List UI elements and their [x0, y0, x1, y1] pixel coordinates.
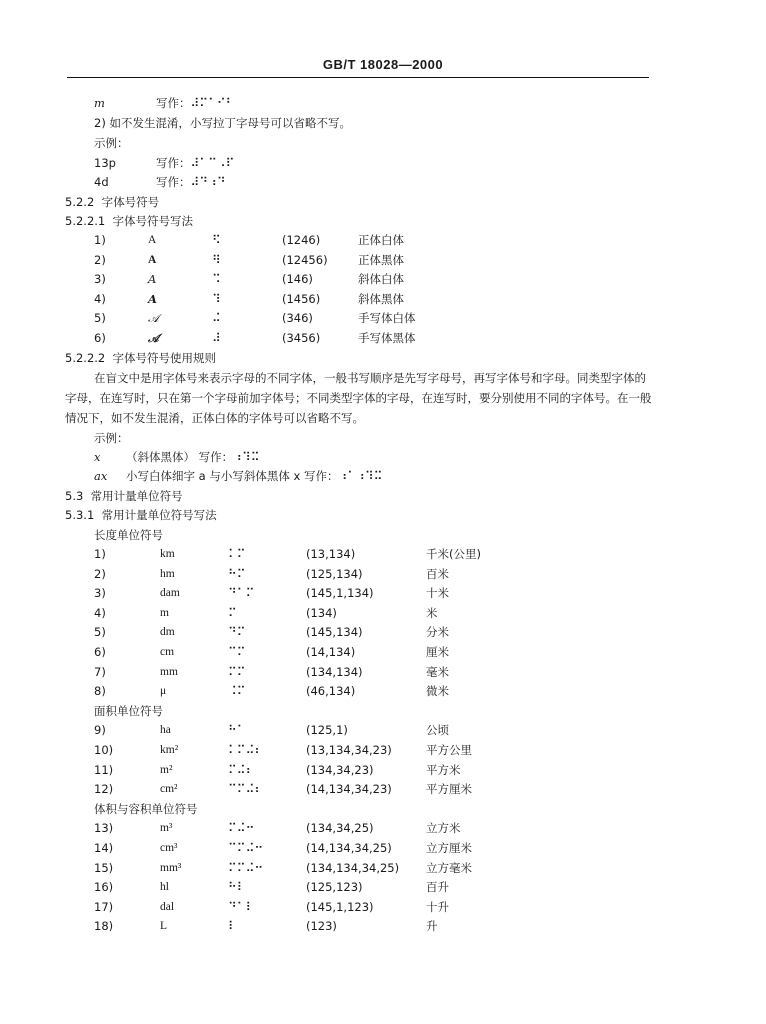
length-row-name: 千米(公里) [426, 547, 481, 561]
font-row-dots: (146) [282, 272, 313, 286]
length-row-symbol: μ [160, 685, 167, 697]
area-row-name: 平方米 [426, 763, 461, 777]
rule-example-label: 示例： [94, 431, 129, 445]
top-ex1-symbol: 13p [94, 156, 116, 170]
volume-row-name: 立方米 [426, 821, 461, 835]
length-row-number: 1) [94, 547, 106, 561]
area-row-symbol: ha [160, 724, 171, 736]
font-row-symbol: A [148, 292, 157, 306]
length-row-braille: ⠍⠍ [228, 665, 246, 679]
length-row-number: 2) [94, 567, 106, 581]
length-row-symbol: dm [160, 626, 175, 638]
length-row-number: 4) [94, 606, 106, 620]
volume-row-name: 升 [426, 919, 438, 933]
font-row-braille: ⠼ [212, 331, 221, 345]
volume-units-heading: 体积与容积单位符号 [94, 802, 198, 816]
section-number: 5.3 [65, 489, 84, 503]
area-row-number: 9) [94, 723, 106, 737]
font-row-number: 6) [94, 331, 106, 345]
top-line1-label: 写作： [156, 96, 191, 110]
font-row-number: 5) [94, 311, 106, 325]
top-ex1-label: 写作： [156, 156, 191, 170]
volume-row-dots: (14,134,34,25) [306, 841, 392, 855]
font-row-braille: ⠫ [212, 233, 221, 247]
rule-paragraph: 在盲文中是用字体号来表示字母的不同字体，一般书写顺序是先写字母号，再写字体号和字母。同类型字体的字母，在连写时，只在第一个字母前加字体号；不同类型字体的字母，在连写时，要分别使用不同的字体号。在一般情况下，如不发生混淆，正体白体的字体号可以省略不写。 [65, 371, 652, 425]
volume-row-braille: ⠙⠁⠇ [228, 900, 255, 914]
top-ex2-text [156, 175, 226, 189]
font-row-dots: (1246) [282, 233, 321, 247]
font-row-name: 斜体黑体 [358, 292, 404, 306]
font-row-symbol: A [148, 272, 157, 286]
area-row-name: 平方公里 [426, 743, 472, 757]
rule-ex2-text [126, 469, 382, 483]
area-row-dots: (125,1) [306, 723, 348, 737]
font-row-braille: ⠻ [212, 253, 221, 267]
length-row-braille: ⠓⠍ [228, 567, 246, 581]
top-ex2-label: 写作： [156, 175, 191, 189]
area-row-braille: ⠓⠁ [228, 723, 246, 737]
length-row-braille: ⠍ [228, 606, 237, 620]
font-row-name: 手写体白体 [358, 311, 416, 325]
volume-row-dots: (123) [306, 919, 337, 933]
volume-row-number: 17) [94, 900, 114, 914]
font-row-dots: (3456) [282, 331, 321, 345]
length-row-dots: (145,134) [306, 625, 363, 639]
top-line1-text [156, 96, 234, 110]
length-row-dots: (134,134) [306, 665, 363, 679]
rule-ex2-symbol: ax [94, 469, 108, 483]
length-row-dots: (46,134) [306, 684, 356, 698]
length-row-symbol: mm [160, 666, 178, 678]
rule-ex1-symbol: x [94, 450, 101, 464]
volume-row-braille: ⠓⠇ [228, 880, 246, 894]
length-row-braille: ⠙⠁⠍ [228, 586, 255, 600]
length-row-name: 分米 [426, 625, 449, 639]
length-row-dots: (14,134) [306, 645, 356, 659]
area-row-braille: ⠍⠬⠆ [228, 763, 255, 777]
volume-row-braille: ⠉⠍⠬⠒ [228, 841, 264, 855]
font-row-number: 4) [94, 292, 106, 306]
area-row-number: 12) [94, 782, 114, 796]
font-row-name: 正体白体 [358, 233, 404, 247]
length-row-symbol: cm [160, 646, 175, 658]
volume-row-dots: (134,134,34,25) [306, 861, 400, 875]
length-row-braille: ⠉⠍ [228, 645, 246, 659]
font-row-name: 斜体白体 [358, 272, 404, 286]
font-row-dots: (346) [282, 311, 313, 325]
volume-row-symbol: mm³ [160, 862, 182, 874]
length-row-number: 3) [94, 586, 106, 600]
length-row-name: 米 [426, 606, 438, 620]
length-row-symbol: km [160, 548, 175, 560]
rule-ex2-braille: ⠰⠁⠰⠹⠭ [338, 469, 383, 483]
volume-row-dots: (125,123) [306, 880, 363, 894]
length-row-name: 厘米 [426, 645, 449, 659]
rule-ex1-text [126, 450, 260, 464]
top-note-2: 2) 如不发生混淆，小写拉丁字母号可以省略不写。 [94, 116, 351, 130]
area-row-symbol: cm² [160, 783, 178, 795]
length-row-name: 微米 [426, 684, 449, 698]
length-row-symbol: dam [160, 587, 180, 599]
length-row-dots: (134) [306, 606, 337, 620]
area-row-braille: ⠉⠍⠬⠆ [228, 782, 264, 796]
area-row-dots: (14,134,34,23) [306, 782, 392, 796]
length-row-symbol: hm [160, 568, 175, 580]
section-title: 字体号符号写法 [112, 214, 194, 228]
volume-row-symbol: L [160, 920, 168, 932]
section-5-3-heading [65, 489, 183, 503]
top-example-label: 示例： [94, 136, 129, 150]
length-row-number: 7) [94, 665, 106, 679]
length-row-number: 8) [94, 684, 106, 698]
volume-row-symbol: hl [160, 881, 169, 893]
volume-row-symbol: dal [160, 901, 175, 913]
section-number: 5.2.2 [65, 195, 95, 209]
area-units-heading: 面积单位符号 [94, 704, 163, 718]
volume-row-name: 百升 [426, 880, 449, 894]
volume-row-number: 13) [94, 821, 114, 835]
section-title: 常用计量单位符号写法 [101, 508, 217, 522]
section-5-2-2-2-heading [65, 351, 216, 365]
rule-ex1-label: （斜体黑体） 写作： [126, 450, 234, 464]
font-row-dots: (1456) [282, 292, 321, 306]
section-title: 字体号符号 [101, 195, 160, 209]
font-row-name: 手写体黑体 [358, 331, 416, 345]
area-row-symbol: km² [160, 744, 179, 756]
length-row-name: 十米 [426, 586, 449, 600]
font-row-symbol: 𝒜 [148, 331, 159, 345]
volume-row-dots: (145,1,123) [306, 900, 374, 914]
section-number: 5.2.2.1 [65, 214, 106, 228]
top-ex1-braille: ⠼⠁⠉⠠⠏ [190, 156, 235, 170]
area-row-dots: (13,134,34,23) [306, 743, 392, 757]
area-row-braille: ⠅⠍⠬⠆ [228, 743, 264, 757]
area-row-number: 11) [94, 763, 114, 777]
volume-row-number: 15) [94, 861, 114, 875]
rule-ex1-braille: ⠰⠹⠭ [233, 450, 260, 464]
length-row-symbol: m [160, 607, 169, 619]
font-row-number: 3) [94, 272, 106, 286]
length-row-dots: (13,134) [306, 547, 356, 561]
section-5-2-2-1-heading [65, 214, 193, 228]
area-row-symbol: m² [160, 764, 173, 776]
area-row-dots: (134,34,23) [306, 763, 374, 777]
section-title: 常用计量单位符号 [90, 489, 183, 503]
top-ex2-symbol: 4d [94, 175, 109, 189]
volume-row-symbol: cm³ [160, 842, 178, 854]
section-5-3-1-heading [65, 508, 217, 522]
font-row-symbol: A [148, 234, 157, 246]
font-row-name: 正体黑体 [358, 253, 404, 267]
area-row-number: 10) [94, 743, 114, 757]
length-row-braille: ⠅⠍ [228, 547, 246, 561]
volume-row-name: 立方毫米 [426, 861, 472, 875]
volume-row-braille: ⠇ [228, 919, 237, 933]
font-row-number: 2) [94, 253, 106, 267]
volume-row-symbol: m³ [160, 822, 173, 834]
font-row-braille: ⠬ [212, 311, 221, 325]
section-number: 5.2.2.2 [65, 351, 106, 365]
font-row-symbol: 𝒜 [148, 311, 159, 325]
volume-row-number: 18) [94, 919, 114, 933]
section-title: 字体号符号使用规则 [112, 351, 217, 365]
section-5-2-2-heading [65, 195, 159, 209]
length-row-dots: (125,134) [306, 567, 363, 581]
font-row-number: 1) [94, 233, 106, 247]
top-line1-braille: ⠼⠍⠁⠊⠃ [190, 96, 235, 110]
volume-row-braille: ⠍⠬⠒ [228, 821, 255, 835]
length-row-braille: ⠨⠍ [228, 684, 246, 698]
volume-row-dots: (134,34,25) [306, 821, 374, 835]
length-row-number: 5) [94, 625, 106, 639]
volume-row-name: 十升 [426, 900, 449, 914]
font-row-dots: (12456) [282, 253, 328, 267]
volume-row-number: 16) [94, 880, 114, 894]
section-number: 5.3.1 [65, 508, 95, 522]
area-row-name: 公顷 [426, 723, 449, 737]
font-row-braille: ⠹ [212, 292, 221, 306]
length-row-braille: ⠙⠍ [228, 625, 246, 639]
area-row-name: 平方厘米 [426, 782, 472, 796]
length-units-heading: 长度单位符号 [94, 528, 163, 542]
length-row-name: 毫米 [426, 665, 449, 679]
page-header-title: GB/T 18028—2000 [322, 57, 444, 72]
top-line1-symbol: m [94, 96, 105, 110]
top-ex2-braille: ⠼⠙⠰⠙ [190, 175, 226, 189]
volume-row-name: 立方厘米 [426, 841, 472, 855]
length-row-dots: (145,1,134) [306, 586, 374, 600]
font-row-symbol: A [148, 254, 157, 266]
volume-row-number: 14) [94, 841, 114, 855]
rule-ex2-label: 小写白体细字 a 与小写斜体黑体 x 写作： [126, 469, 339, 483]
length-row-number: 6) [94, 645, 106, 659]
header-rule [67, 77, 649, 78]
top-ex1-text [156, 156, 234, 170]
font-row-braille: ⠩ [212, 272, 221, 286]
volume-row-braille: ⠍⠍⠬⠒ [228, 861, 264, 875]
length-row-name: 百米 [426, 567, 449, 581]
